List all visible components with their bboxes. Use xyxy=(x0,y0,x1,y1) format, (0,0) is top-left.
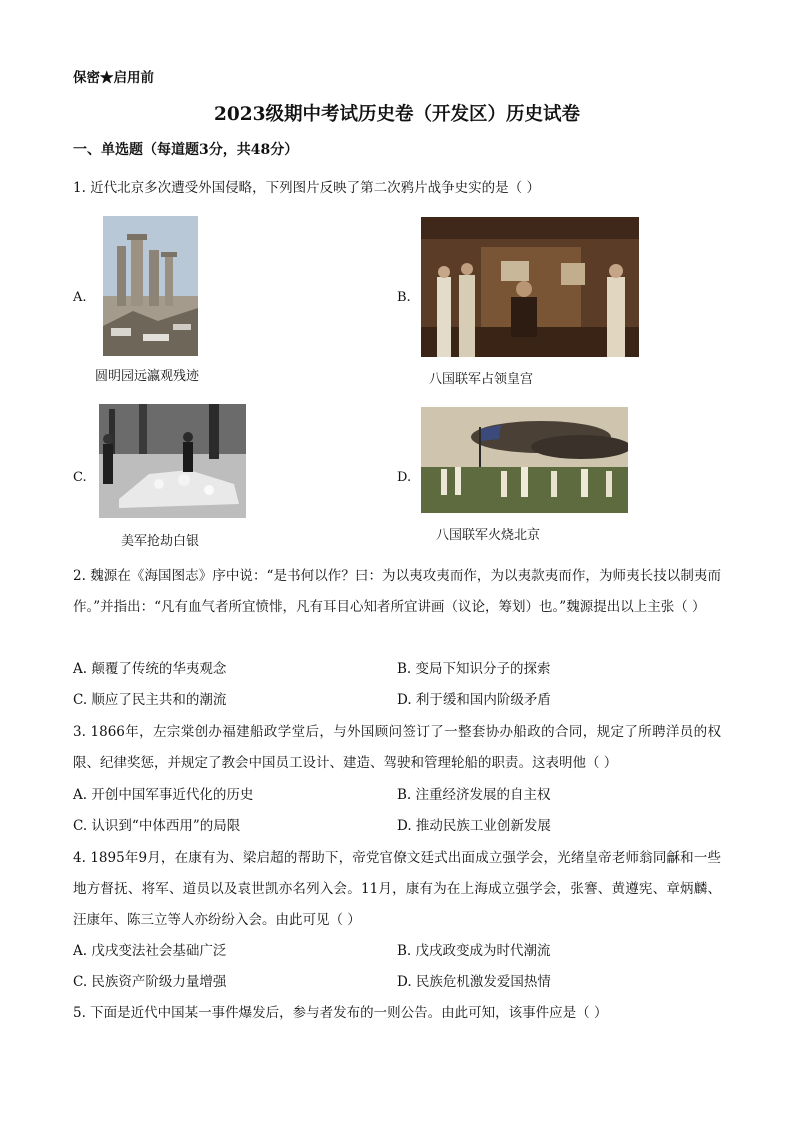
question-3-stem: 3. 1866年，左宗棠创办福建船政学堂后，与外国顾问签订了一整套协办船政的合同，规定了所聘洋员的权限、纪律奖惩，并规定了教会中国员工设计、建造、驾驶和管理轮船的职责。这表明他（ ） xyxy=(73,724,721,771)
q3-option-b: B. 注重经济发展的自主权 xyxy=(397,787,551,803)
confidential-mark: 保密★启用前 xyxy=(73,70,154,86)
q1-option-c-caption: 美军抢劫白银 xyxy=(121,534,200,549)
q1-option-b-label: B. xyxy=(397,290,411,305)
q4-option-c: C. 民族资产阶级力量增强 xyxy=(73,974,227,990)
question-4-stem: 4. 1895年9月，在康有为、梁启超的帮助下，帝党官僚文廷式出面成立强学会，光绪皇帝老师翁同龢和一些地方督抚、将军、道员以及袁世凯亦名列入会。11月，康有为在上海成立强学会，张謇、黄遵宪、章炳麟、汪康年、陈三立等人亦纷纷入会。由此可见（ ） xyxy=(73,850,721,928)
question-2-stem: 2. 魏源在《海国图志》序中说：“是书何以作？曰：为以夷攻夷而作，为以夷款夷而作，为师夷长技以制夷而作。”并指出：“凡有血气者所宜愤悱，凡有耳目心知者所宜讲画（议论，筹划）也。”魏源提出以上主张（ ） xyxy=(73,568,721,615)
q3-option-d: D. 推动民族工业创新发展 xyxy=(397,818,551,834)
q4-option-a: A. 戊戌变法社会基础广泛 xyxy=(73,943,227,959)
q1-option-a-label: A. xyxy=(73,290,87,305)
q1-option-a-photo xyxy=(103,216,198,356)
section-heading: 一、单选题（每道题3分，共48分） xyxy=(73,142,299,158)
q1-option-b-caption: 八国联军占领皇宫 xyxy=(429,372,534,387)
q1-option-c-photo xyxy=(99,404,246,518)
q4-option-b: B. 戊戌政变成为时代潮流 xyxy=(397,943,551,959)
question-1-stem: 1. 近代北京多次遭受外国侵略，下列图片反映了第二次鸦片战争史实的是（ ） xyxy=(73,180,540,196)
exam-title: 2023级期中考试历史卷（开发区）历史试卷 xyxy=(214,104,580,125)
q2-option-a: A. 颠覆了传统的华夷观念 xyxy=(73,661,227,677)
q3-option-a: A. 开创中国军事近代化的历史 xyxy=(73,787,254,803)
question-5-stem: 5. 下面是近代中国某一事件爆发后，参与者发布的一则公告。由此可知，该事件应是（ ） xyxy=(73,1005,608,1021)
q1-option-b-photo xyxy=(421,217,639,357)
q2-option-d: D. 利于缓和国内阶级矛盾 xyxy=(397,692,551,708)
q1-option-c-label: C. xyxy=(73,470,87,485)
q1-option-a-caption: 圆明园远瀛观残迹 xyxy=(95,369,200,384)
q1-option-d-label: D. xyxy=(397,470,412,485)
q1-option-d-photo xyxy=(421,407,628,513)
q2-option-c: C. 顺应了民主共和的潮流 xyxy=(73,692,227,708)
q4-option-d: D. 民族危机激发爱国热情 xyxy=(397,974,551,990)
q1-option-d-caption: 八国联军火烧北京 xyxy=(436,528,541,543)
q3-option-c: C. 认识到“中体西用”的局限 xyxy=(73,818,241,834)
q2-option-b: B. 变局下知识分子的探索 xyxy=(397,661,551,677)
